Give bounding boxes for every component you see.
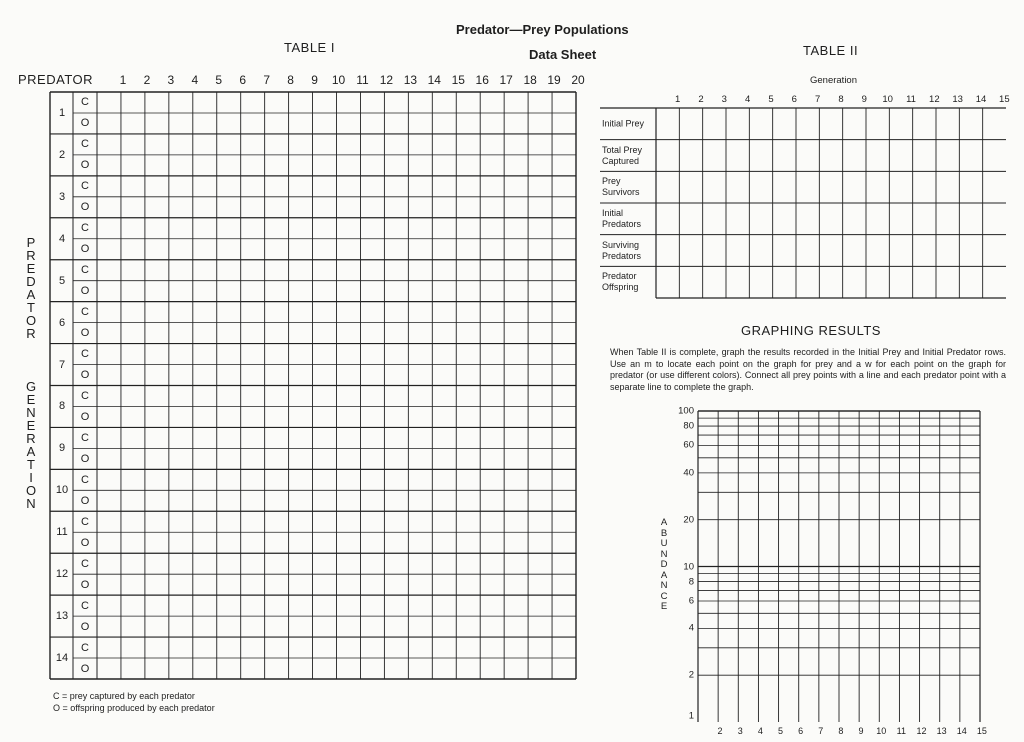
table1-column-number: 13 xyxy=(403,73,418,87)
table2-column-number: 4 xyxy=(745,94,751,105)
table1-row-o-label: O xyxy=(80,327,90,340)
table2-row-label: Prey Survivors xyxy=(602,176,640,198)
table2-row-label: Surviving Predators xyxy=(602,239,642,261)
table2-column-number: 10 xyxy=(882,94,893,105)
table1-row-c-label: C xyxy=(81,306,89,319)
table1-row-o-label: O xyxy=(80,117,90,130)
graph-y-tick: 2 xyxy=(688,669,694,681)
table2-row-label: Total Prey Captured xyxy=(602,144,643,166)
table2-column-number: 2 xyxy=(698,94,704,105)
table1-row-number: 14 xyxy=(55,652,69,665)
side-label-generation: G E N E R A T I O N xyxy=(25,379,37,511)
table1-row-o-label: O xyxy=(80,243,90,256)
table2-column-number: 14 xyxy=(975,94,987,105)
graph-y-tick: 4 xyxy=(688,622,694,634)
table1-column-number: 2 xyxy=(143,73,151,87)
table1-row-number: 10 xyxy=(55,484,69,497)
table1-row-o-label: O xyxy=(80,410,90,423)
table1-column-number: 10 xyxy=(331,73,346,87)
table1-column-number: 11 xyxy=(356,73,369,87)
table2-row-label: Initial Prey xyxy=(602,118,645,129)
table1-column-number: 4 xyxy=(191,73,199,87)
table2-row-label: Predator Offspring xyxy=(602,271,639,293)
table1-legend-o: O = offspring produced by each predator xyxy=(53,703,215,713)
table1-row-number: 8 xyxy=(58,400,66,413)
table1-column-number: 8 xyxy=(287,73,294,87)
table2-column-header: Generation xyxy=(810,75,858,86)
table1-legend-c: C = prey captured by each predator xyxy=(53,691,195,701)
table1-row-o-label: O xyxy=(80,662,90,675)
table1-column-number: 12 xyxy=(379,73,394,87)
side-label-predator: P R E D A T O R xyxy=(25,235,37,341)
graph-y-tick: 6 xyxy=(688,595,694,607)
graph-y-tick: 40 xyxy=(683,467,694,479)
table1-row-number: 7 xyxy=(58,358,66,371)
table1-column-number: 1 xyxy=(119,73,127,87)
table1-column-number: 17 xyxy=(499,73,513,87)
table1-row-number: 1 xyxy=(58,106,66,119)
graph-x-tick: 5 xyxy=(777,726,784,736)
table2-column-number: 5 xyxy=(768,94,774,105)
table1-column-header: PREDATOR xyxy=(18,72,94,87)
graph-x-tick: 13 xyxy=(936,726,947,736)
table2-heading: TABLE II xyxy=(803,43,859,58)
graph-x-tick: 4 xyxy=(757,726,763,736)
graph-x-tick: 9 xyxy=(858,726,864,736)
table1-column-number: 6 xyxy=(239,73,247,87)
graph-y-tick: 1 xyxy=(688,710,694,722)
table1-column-number: 16 xyxy=(475,73,489,87)
graph-y-tick: 60 xyxy=(683,439,694,451)
table1-column-number: 18 xyxy=(523,73,537,87)
table1-row-c-label: C xyxy=(81,264,89,277)
page-subtitle: Data Sheet xyxy=(529,47,597,62)
table1-row-o-label: O xyxy=(80,620,90,633)
table1-row-c-label: C xyxy=(81,473,89,486)
table2-column-number: 3 xyxy=(721,94,727,105)
table1-row-c-label: C xyxy=(81,180,89,193)
table1-row-number: 9 xyxy=(58,442,66,455)
table2-column-number: 12 xyxy=(929,94,940,105)
table1-row-o-label: O xyxy=(80,159,90,172)
graph-y-tick: 8 xyxy=(688,576,694,588)
graph-x-tick: 15 xyxy=(976,726,987,736)
table1-row-c-label: C xyxy=(81,599,89,612)
graph-x-tick: 10 xyxy=(876,726,887,736)
page-title: Predator—Prey Populations xyxy=(456,22,629,37)
graph-y-label-text: A B U N D A N C E xyxy=(660,517,668,612)
table2-column-number: 13 xyxy=(952,94,963,105)
table1-column-number: 14 xyxy=(427,73,441,87)
graph-x-tick: 6 xyxy=(798,726,804,736)
table1-row-number: 6 xyxy=(58,316,66,329)
table2-column-number: 11 xyxy=(906,94,916,105)
table2-row-label: Initial Predators xyxy=(602,207,642,229)
table1-row-c-label: C xyxy=(81,641,89,654)
graph-x-tick: 7 xyxy=(818,726,824,736)
graph-x-tick: 11 xyxy=(896,726,907,736)
table1-row-c-label: C xyxy=(81,96,89,109)
table1-row-c-label: C xyxy=(81,515,89,528)
table1-column-number: 15 xyxy=(451,73,465,87)
table1-row-c-label: C xyxy=(81,348,89,361)
graph-x-tick: 2 xyxy=(717,726,723,736)
graphing-instructions: When Table II is complete, graph the results recorded in the Initial Prey and Initial Predator rows. Use an m to locate each point on the graph for prey and a w for each point on the graph for predator (or use different colors). Connect all prey points with a line and each predator point with a separate line to complete the graph. xyxy=(610,347,1006,392)
table1-column-number: 9 xyxy=(311,73,318,87)
table2-column-number: 1 xyxy=(675,94,681,105)
table1-column-number: 19 xyxy=(547,73,561,87)
table2-column-number: 8 xyxy=(838,94,844,105)
table1-row-c-label: C xyxy=(81,557,89,570)
table1-row-number: 11 xyxy=(56,526,68,539)
graph-y-tick: 100 xyxy=(678,405,694,417)
table1-column-number: 5 xyxy=(215,73,223,87)
table1-row-number: 5 xyxy=(58,274,66,287)
graph-x-tick: 14 xyxy=(956,726,967,736)
table1-row-o-label: O xyxy=(80,536,90,549)
table1-row-o-label: O xyxy=(80,201,90,214)
table2-column-number: 7 xyxy=(815,94,821,105)
table1-row-c-label: C xyxy=(81,389,89,402)
table1-row-c-label: C xyxy=(81,431,89,444)
graph-x-tick: 3 xyxy=(737,726,743,736)
table2-column-number: 6 xyxy=(791,94,797,105)
table1-row-o-label: O xyxy=(80,452,90,465)
table1-row-number: 13 xyxy=(55,610,69,623)
graphing-heading: GRAPHING RESULTS xyxy=(741,323,881,338)
table1-row-o-label: O xyxy=(80,494,90,507)
table1-row-number: 4 xyxy=(58,232,66,245)
graph-y-tick: 80 xyxy=(683,420,694,432)
table2-column-number: 15 xyxy=(999,94,1010,105)
table1-heading: TABLE I xyxy=(284,40,335,55)
table1-row-c-label: C xyxy=(81,138,89,151)
graph-y-tick: 10 xyxy=(683,561,694,572)
graph-x-tick: 12 xyxy=(916,726,927,736)
table1-row-o-label: O xyxy=(80,578,90,591)
table1-row-number: 3 xyxy=(58,190,66,203)
graph-x-tick: 8 xyxy=(838,726,844,736)
graph-y-tick: 20 xyxy=(683,514,694,526)
table1-column-number: 7 xyxy=(263,73,271,87)
table1-column-number: 3 xyxy=(167,73,175,87)
table1-column-number: 20 xyxy=(571,73,585,87)
table1-row-c-label: C xyxy=(81,222,89,235)
table1-row-number: 12 xyxy=(55,568,69,581)
table2-column-number: 9 xyxy=(861,94,867,105)
table1-row-o-label: O xyxy=(80,369,90,382)
table1-row-o-label: O xyxy=(80,285,90,298)
table1-row-number: 2 xyxy=(58,148,66,161)
